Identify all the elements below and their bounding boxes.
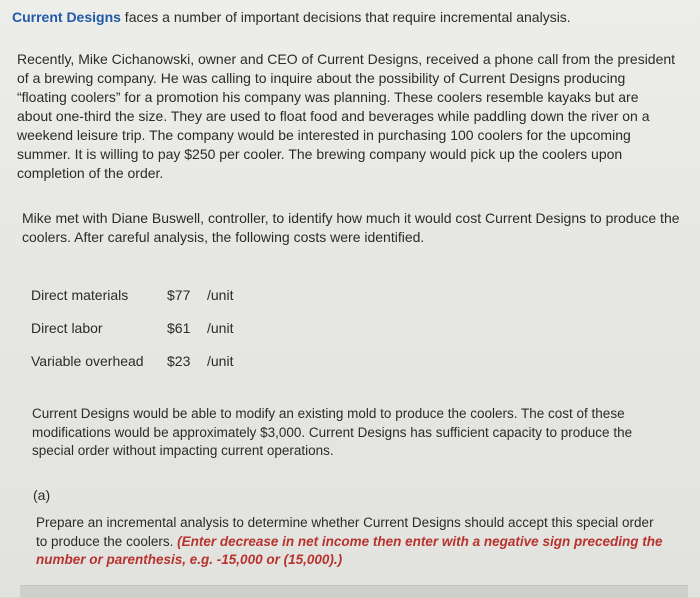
- part-label: (a): [33, 487, 51, 503]
- answer-area-edge: [20, 585, 688, 598]
- instruction-paragraph: [36, 514, 666, 570]
- cost-unit: /unit: [207, 286, 234, 303]
- story-paragraph: Recently, Mike Cichanowski, owner and CEO of Current Designs, received a phone call from the president of a brewing company. He was calling to inquire about the possibility of Current Designs producing “floating coolers” for a promotion his company was planning. These coolers resemble kayaks but are about one-third the size. They are used to float food and beverages while paddling down the river on a weekend leisure trip. The company would be interested in purchasing 100 coolers for the upcoming summer. It is willing to pay $250 per cooler. The brewing company would pick up the coolers upon completion of the order.: [17, 51, 676, 181]
- cost-table: [29, 278, 247, 377]
- instruction-emphasis: (Enter decrease in net income then enter with a negative sign preceding the number or parenthesis, e.g. -15,000 or (15,000).): [36, 533, 663, 567]
- table-row: [29, 344, 247, 377]
- mold-paragraph: Current Designs would be able to modify an existing mold to produce the coolers. The cost of these modifications would be approximately $3,000. Current Designs has sufficient capacity to produce the special order without impacting current operations.: [32, 406, 633, 458]
- cost-amount: $61: [167, 319, 191, 336]
- instruction-text: Prepare an incremental analysis to determine whether Current Designs should accept this special order to produce the coolers.: [36, 515, 654, 549]
- intro-text: faces a number of important decisions that require incremental analysis.: [120, 9, 571, 25]
- cost-label: Direct materials: [31, 286, 129, 303]
- cost-intro-paragraph: Mike met with Diane Buswell, controller, to identify how much it would cost Current Designs to produce the coolers. After careful analysis, the following costs were identified.: [22, 210, 680, 245]
- cost-unit: /unit: [207, 319, 234, 336]
- table-row: [29, 311, 247, 344]
- cost-label: Direct labor: [31, 319, 103, 336]
- cost-label: Variable overhead: [31, 352, 144, 369]
- company-name: Current Designs: [12, 9, 121, 25]
- cost-unit: /unit: [207, 352, 234, 369]
- cost-amount: $23: [167, 352, 191, 369]
- table-row: [29, 278, 247, 311]
- cost-amount: $77: [167, 286, 191, 303]
- intro-line: [12, 9, 571, 25]
